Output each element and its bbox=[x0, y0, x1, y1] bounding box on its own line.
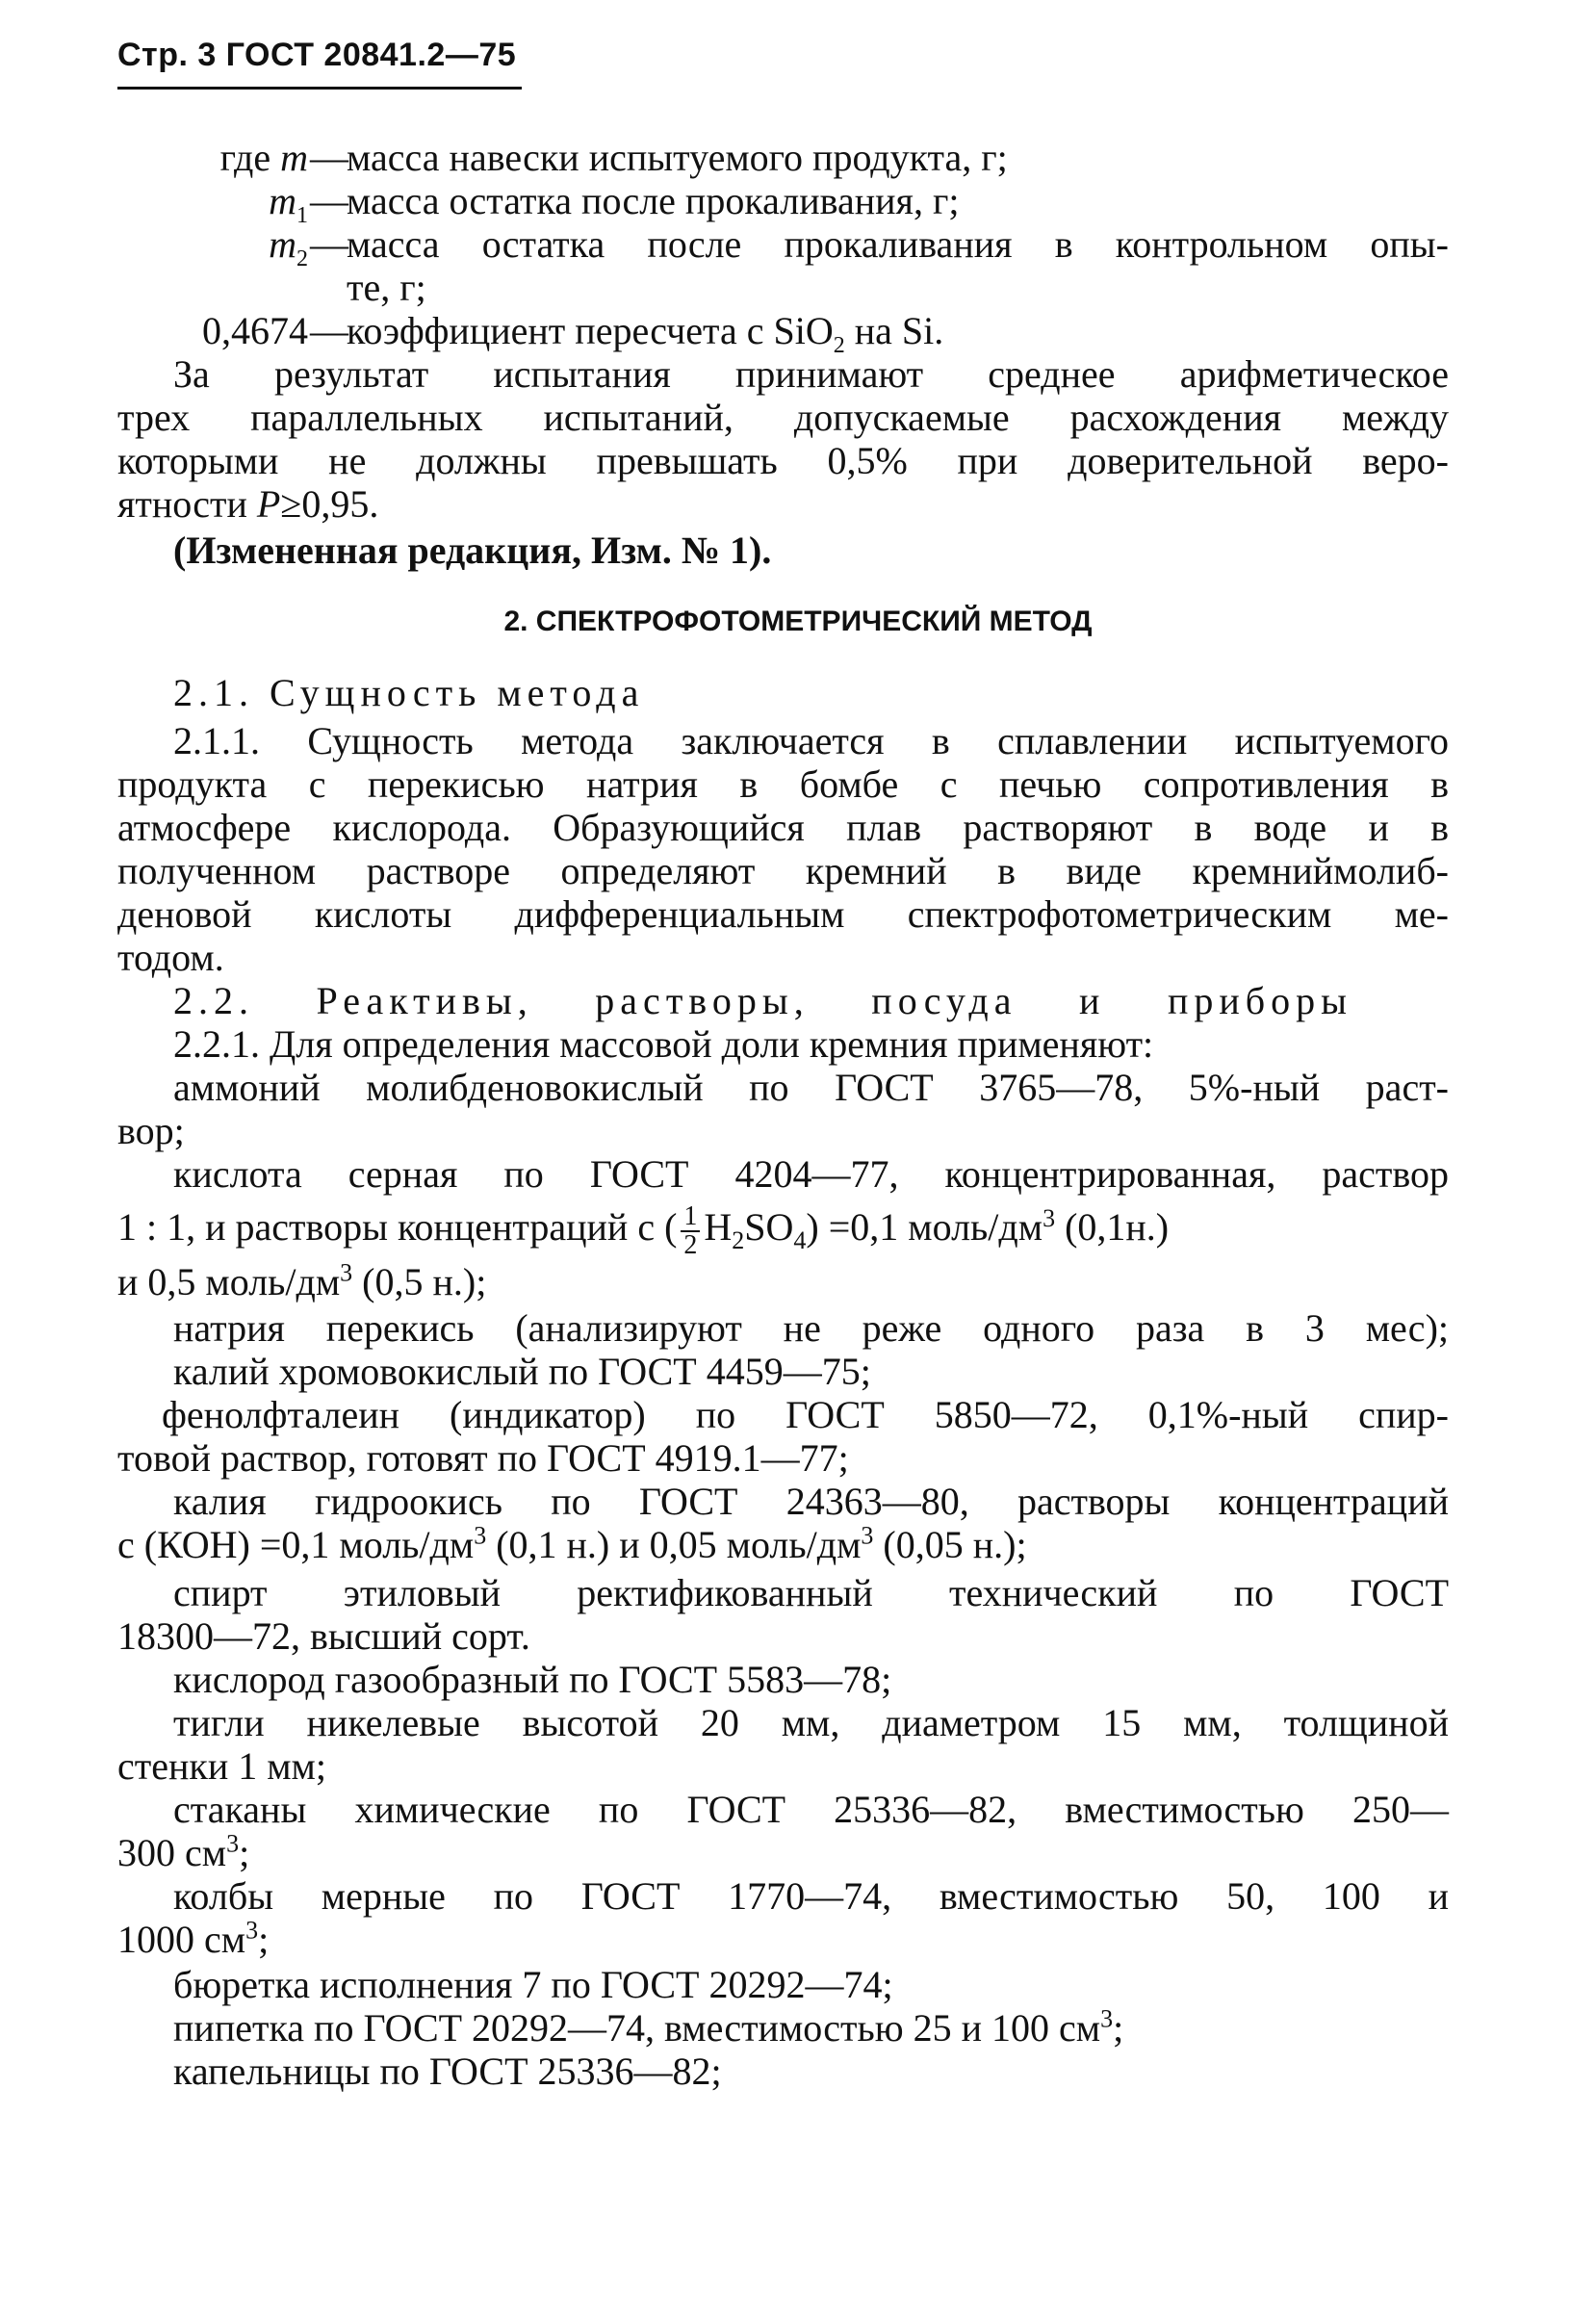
paragraph-line: 2.1.1. Сущность метода заключается в сплавлении испытуемого bbox=[173, 719, 1449, 762]
equipment-flasks: колбы мерные по ГОСТ 1770—74, вместимостью 50, 100 и bbox=[173, 1874, 1449, 1918]
reagent-ethanol: спирт этиловый ректификованный технический по ГОСТ bbox=[173, 1571, 1449, 1614]
definition-symbol-m: где m bbox=[219, 136, 308, 179]
equipment-burette: бюретка исполнения 7 по ГОСТ 20292—74; bbox=[173, 1963, 893, 2006]
definition-symbol-m1: $m_1$ bbox=[269, 179, 308, 228]
paragraph-line: тодом. bbox=[117, 936, 224, 979]
equipment-crucibles: тигли никелевые высотой 20 мм, диаметром 15 мм, толщиной bbox=[173, 1701, 1449, 1744]
equipment-pipette: пипетка по ГОСТ 20292—74, вместимостью 25 и 100 $см^3$; bbox=[173, 2004, 1124, 2050]
equipment-beakers: стаканы химические по ГОСТ 25336—82, вместимостью 250— bbox=[173, 1788, 1449, 1831]
paragraph-line: деновой кислоты дифференциальным спектрофотометрическим ме- bbox=[117, 892, 1449, 936]
fraction-one-half: $\frac{1}{2}$ bbox=[681, 1203, 700, 1259]
revision-note: (Измененная редакция, Изм. № 1). bbox=[173, 529, 772, 572]
definition-dash: — bbox=[310, 179, 348, 222]
reagent-ammonium-molybdate: аммоний молибденовокислый по ГОСТ 3765—78, 5%-ный раст- bbox=[173, 1066, 1449, 1109]
result-paragraph-line: ятности P≥0,95. bbox=[117, 482, 379, 526]
page-header: Стр. 3 ГОСТ 20841.2—75 bbox=[117, 37, 517, 73]
paragraph-line: атмосфере кислорода. Образующийся плав растворяют в воде и в bbox=[117, 806, 1449, 849]
definition-text: масса остатка после прокаливания в контрольном опы- bbox=[347, 222, 1449, 266]
reagent-phenolphthalein: фенолфталеин (индикатор) по ГОСТ 5850—72, 0,1%-ный спир- bbox=[162, 1393, 1449, 1436]
definition-dash: — bbox=[310, 136, 348, 179]
definition-dash: — bbox=[310, 222, 348, 266]
definition-symbol-m2: $m_2$ bbox=[269, 222, 308, 271]
paragraph-line: полученном растворе определяют кремний в виде кремниймолиб- bbox=[117, 849, 1449, 892]
definition-symbol-coefficient: 0,4674 bbox=[202, 309, 308, 352]
reagent-potassium-chromate: калий хромовокислый по ГОСТ 4459—75; bbox=[173, 1350, 871, 1393]
equipment-beakers-cont: 300 $см^3$; bbox=[117, 1829, 250, 1874]
definition-text: коэффициент пересчета с SiO$_2$ на Si. bbox=[347, 309, 944, 358]
reagent-sulfuric-acid: кислота серная по ГОСТ 4204—77, концентрированная, раствор bbox=[173, 1152, 1449, 1196]
paragraph-2-2-1: 2.2.1. Для определения массовой доли кремния применяют: bbox=[173, 1022, 1154, 1066]
reagent-sodium-peroxide: натрия перекись (анализируют не реже одного раза в 3 мес); bbox=[173, 1306, 1449, 1350]
reagent-oxygen: кислород газообразный по ГОСТ 5583—78; bbox=[173, 1658, 892, 1701]
reagent-phenolphthalein-cont: товой раствор, готовят по ГОСТ 4919.1—77; bbox=[117, 1436, 849, 1480]
reagent-potassium-hydroxide: калия гидроокись по ГОСТ 24363—80, растворы концентраций bbox=[173, 1480, 1449, 1523]
subsection-2-2-heading: 2.2. Реактивы, растворы, посуда и приборы bbox=[173, 979, 1352, 1022]
reagent-potassium-hydroxide-cont: с (КОН) =0,1 моль/$дм^3$ (0,1 н.) и 0,05 моль/$дм^3$ (0,05 н.); bbox=[117, 1521, 1027, 1566]
definition-text: масса навески испытуемого продукта, г; bbox=[347, 136, 1008, 179]
equipment-crucibles-cont: стенки 1 мм; bbox=[117, 1744, 326, 1788]
equipment-flasks-cont: 1000 $см^3$; bbox=[117, 1916, 270, 1961]
section-title: 2. СПЕКТРОФОТОМЕТРИЧЕСКИЙ МЕТОД bbox=[503, 606, 1093, 637]
header-rule bbox=[117, 87, 522, 90]
definition-dash: — bbox=[310, 309, 348, 352]
reagent-sulfuric-acid-formula: 1 : 1, и растворы концентраций с ( $\frac{1}{2}$ $H_2SO_4) =0,1$ моль/$дм^3$ (0,1н.) bbox=[117, 1201, 1170, 1260]
reagent-ethanol-cont: 18300—72, высший сорт. bbox=[117, 1614, 530, 1658]
paragraph-line: продукта с перекисью натрия в бомбе с печью сопротивления в bbox=[117, 762, 1449, 806]
subsection-2-1-heading: 2.1. Сущность метода bbox=[173, 671, 645, 714]
result-paragraph-line: За результат испытания принимают среднее арифметическое bbox=[173, 352, 1449, 396]
definition-text-continued: те, г; bbox=[347, 266, 426, 309]
result-paragraph-line: трех параллельных испытаний, допускаемые расхождения между bbox=[117, 396, 1449, 439]
reagent-ammonium-molybdate-cont: вор; bbox=[117, 1109, 185, 1152]
result-paragraph-line: которыми не должны превышать 0,5% при доверительной веро- bbox=[117, 439, 1449, 482]
equipment-droppers: капельницы по ГОСТ 25336—82; bbox=[173, 2050, 722, 2093]
reagent-sulfuric-acid-cont: и 0,5 моль/$дм^3$ (0,5 н.); bbox=[117, 1258, 487, 1303]
definition-text: масса остатка после прокаливания, г; bbox=[347, 179, 960, 222]
